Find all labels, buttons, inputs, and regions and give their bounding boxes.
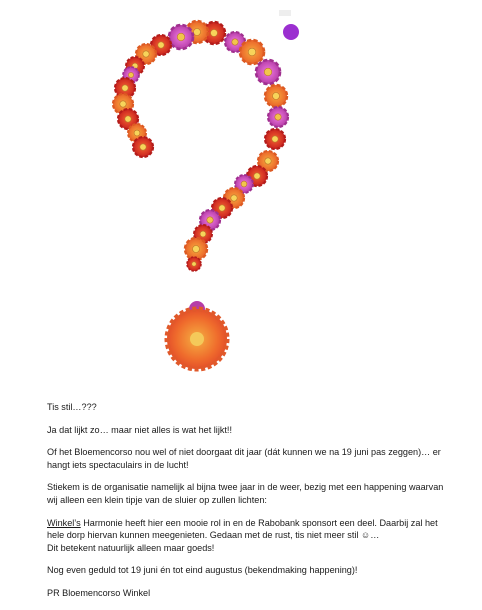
paragraph-6: Nog even geduld tot 19 juni én tot eind augustus (bekendmaking happening)! [47,565,358,576]
orange-flower-icon [240,40,264,64]
question-mark-dot-flower-icon [167,301,227,369]
paragraph-5 [47,517,467,555]
red-flower-icon [265,129,285,149]
red-flower-icon [187,257,201,271]
paragraph-1: Tis stil…??? [47,402,97,412]
document-body [47,401,467,610]
paragraph-4 [47,481,467,506]
paragraph-2: Ja dat lijkt zo… maar niet alles is wat het lijkt!! [47,424,232,435]
pink-flower-icon [169,25,193,49]
top-edge-mark [279,10,291,16]
pink-flower-icon [256,60,280,84]
winkels-underlined-word: Winkel’s [47,517,81,528]
paragraph-5-line-1-rest: Harmonie heeft hier een mooie rol in en de Rabobank sponsort een deel. Daarbij zal het [80,517,438,528]
purple-flower-fragment [283,24,299,40]
paragraph-3-line-1: Of het Bloemencorso nou wel of niet doorgaat dit jaar (dát kunnen we na 19 juni pas zeggen)… er [47,447,441,458]
orange-flower-icon [265,85,287,107]
paragraph-4-line-1: Stiekem is de organisatie namelijk al bijna twee jaar in de weer, bezig met een happening waarvan [47,482,444,493]
paragraph-4-line-2: wij alleen een klein tipje van de sluier op zullen lichten: [47,494,267,505]
paragraph-3-line-2: hangt iets spectaculairs in de lucht! [47,459,189,470]
signature-line: PR Bloemencorso Winkel [47,587,151,598]
paragraph-3 [47,446,467,471]
paragraph-5-line-2: hele dorp hiervan kunnen meegenieten. Gedaan met de rust, tis niet meer stil ☺… [47,530,380,541]
paragraph-5-line-3: Dit betekent natuurlijk alleen maar goeds! [47,542,215,553]
pink-flower-icon [268,107,288,127]
red-flower-icon [133,137,153,157]
